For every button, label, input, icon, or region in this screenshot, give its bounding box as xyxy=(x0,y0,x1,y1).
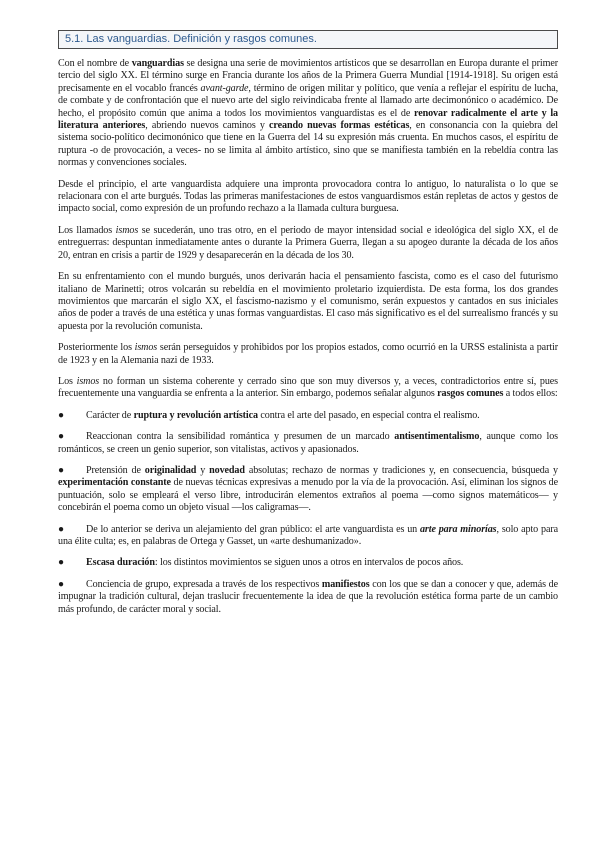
text-run: Posteriormente los xyxy=(58,342,135,354)
text-run: Con el nombre de xyxy=(58,58,132,69)
text-run: , término de origen militar y político, que venía a reflejar el espíritu de lucha, de combate y de confrontación que el nuevo arte del siglo reivindicaba frente al llamado arte decimonónico o académico. De hecho, el propósito común que anima a todos los movimientos vanguardistas es el de xyxy=(58,82,558,119)
bullet-item-minorias xyxy=(58,524,558,549)
bold-term: creando nuevas formas estéticas xyxy=(269,120,410,132)
text-run: Los llamados xyxy=(58,224,116,236)
text-run: con los que se dan a conocer y que, además de impugnar la tradición cultural, dejan traslucir frecuentemente la idea de que la revolución estética forma parte de un cambio más profundo, de carácter moral y social. xyxy=(58,578,558,615)
bold-term: vanguardias xyxy=(131,58,184,69)
paragraph-intro xyxy=(58,58,558,170)
text-run: se sucederán, uno tras otro, en el periodo de mayor intensidad social e ideológica del siglo XX, el de entreguerras: despuntan inmediatamente antes o durante la Primera Guerra, llegan a su apogeo durante la década de los años 20, entran en crisis a partir de 1929 y desaparecerán en la década de los 30. xyxy=(58,224,558,261)
italic-term: ismos xyxy=(115,224,139,236)
bullet-item-antisentimentalismo xyxy=(58,431,558,456)
italic-term: avant-garde xyxy=(200,82,249,94)
text-run: : los distintos movimientos se siguen unos a otros en intervalos de pocos años. xyxy=(154,557,464,569)
bullet-icon: ● xyxy=(58,523,64,535)
bold-italic-term: arte para minorías xyxy=(419,523,497,535)
text-run: Conciencia de grupo, expresada a través de los respectivos xyxy=(86,578,322,590)
italic-term: ismos xyxy=(76,375,100,387)
text-run: y xyxy=(196,464,210,476)
bullet-icon: ● xyxy=(58,431,64,443)
text-run: serán perseguidos y prohibidos por los propios estados, como ocurrió en la URSS estalinista a partir de 1923 y en la Alemania nazi de 1933. xyxy=(58,342,558,366)
paragraph-common-traits xyxy=(58,376,558,401)
bold-term: renovar radicalmente el arte y la literatura anteriores xyxy=(58,107,558,132)
text-run: , aunque como los románticos, se creen un genio superior, son vitalistas, activos y apasionados. xyxy=(58,431,558,455)
bold-term: experimentación constante xyxy=(58,477,171,489)
text-run: contra el arte del pasado, en especial contra el realismo. xyxy=(257,409,480,421)
text-run: Pretensión de xyxy=(86,464,145,476)
bold-term: novedad xyxy=(209,464,245,476)
section-title: 5.1. Las vanguardias. Definición y rasgos comunes. xyxy=(58,30,558,49)
italic-term: ismos xyxy=(134,342,158,354)
bullet-item-originalidad xyxy=(58,465,558,515)
paragraph-ismos-succession xyxy=(58,225,558,262)
text-run: absolutas; rechazo de normas y tradiciones y, en consecuencia, búsqueda y xyxy=(244,464,558,476)
text-run: Carácter de xyxy=(86,409,134,421)
text-run: se designa una serie de movimientos artísticos que se desarrollan en Europa durante el primer tercio del siglo XX. El término surge en Francia durante los años de la Primera Guerra Mundial [1914-1918]. Su origen está precisamente en el vocablo francés xyxy=(58,58,558,94)
bold-term: manifiestos xyxy=(321,578,370,590)
text-run: Los xyxy=(58,375,77,387)
text-run: no forman un sistema coherente y cerrado sino que son muy diversos y, a veces, contradictorios entre sí, pues frecuentemente una vanguardia se enfrenta a la anterior. Sin embargo, podemos señalar algunos xyxy=(58,375,559,400)
bold-term: ruptura y revolución artística xyxy=(133,409,258,421)
paragraph-provocation: Desde el principio, el arte vanguardista adquiere una impronta provocadora contra lo antiguo, lo naturalista o lo que se relacionara con el arte burgués. Todas las primeras manifestaciones de estos vanguardismos están repletas de actos y gestos de impacto social, como expresión de un profundo rechazo a la llamada cultura burguesa. xyxy=(58,178,558,215)
bullet-icon: ● xyxy=(58,557,64,569)
text-run: , en consonancia con la quiebra del sistema socio-político decimonónico que tiene en la Guerra del 14 su expresión más cruenta. En muchos casos, el espíritu de ruptura -o de provocación, a veces- no se limita al ámbito artístico, sino que se manifiesta también en la rebeldía contra las normas y convenciones sociales. xyxy=(58,120,558,169)
text-run: De lo anterior se deriva un alejamiento del gran público: el arte vanguardista es un xyxy=(86,523,420,535)
text-run: , abriendo nuevos caminos y xyxy=(145,120,270,132)
bold-term: originalidad xyxy=(144,464,197,476)
text-run: de nuevas técnicas expresivas a menudo por la vía de la provocación. Así, eliminan los signos de puntuación, solo se empleará el verso libre, introducirán elementos extraños al poema —como signos matemáticos— y concebirán el poema como un objeto visual —los caligramas—. xyxy=(58,477,558,514)
text-run: Reaccionan contra la sensibilidad romántica y presumen de un marcado xyxy=(86,431,395,443)
bold-term: antisentimentalismo xyxy=(394,431,480,443)
bullet-item-duracion xyxy=(58,557,558,569)
text-run: a todos ellos: xyxy=(503,388,558,400)
bullet-icon: ● xyxy=(58,578,64,590)
paragraph-persecution xyxy=(58,342,558,367)
bold-term: Escasa duración xyxy=(86,557,155,569)
bullet-icon: ● xyxy=(58,409,64,421)
bold-term: rasgos comunes xyxy=(437,388,504,400)
paragraph-politics: En su enfrentamiento con el mundo burgués, unos derivarán hacia el pensamiento fascista, como es el caso del futurismo italiano de Marinetti; otros volcarán su rebeldía en el movimiento proletario izquierdista. De esta forma, los dos grandes movimientos que marcarán el siglo XX, el fascismo-nazismo y el comunismo, serán expuestos y cantados en sus iniciales años de poder a través de una estética y unas formas vanguardistas. El caso más significativo es el del surrealismo francés y su apuesta por la revolución comunista. xyxy=(58,271,558,332)
bullet-icon: ● xyxy=(58,464,64,476)
bullet-item-manifiestos xyxy=(58,579,558,616)
text-run: , solo apto para una élite culta; es, en palabras de Ortega y Gasset, un «arte deshumanizado». xyxy=(58,523,558,547)
bullet-item-ruptura xyxy=(58,410,558,422)
